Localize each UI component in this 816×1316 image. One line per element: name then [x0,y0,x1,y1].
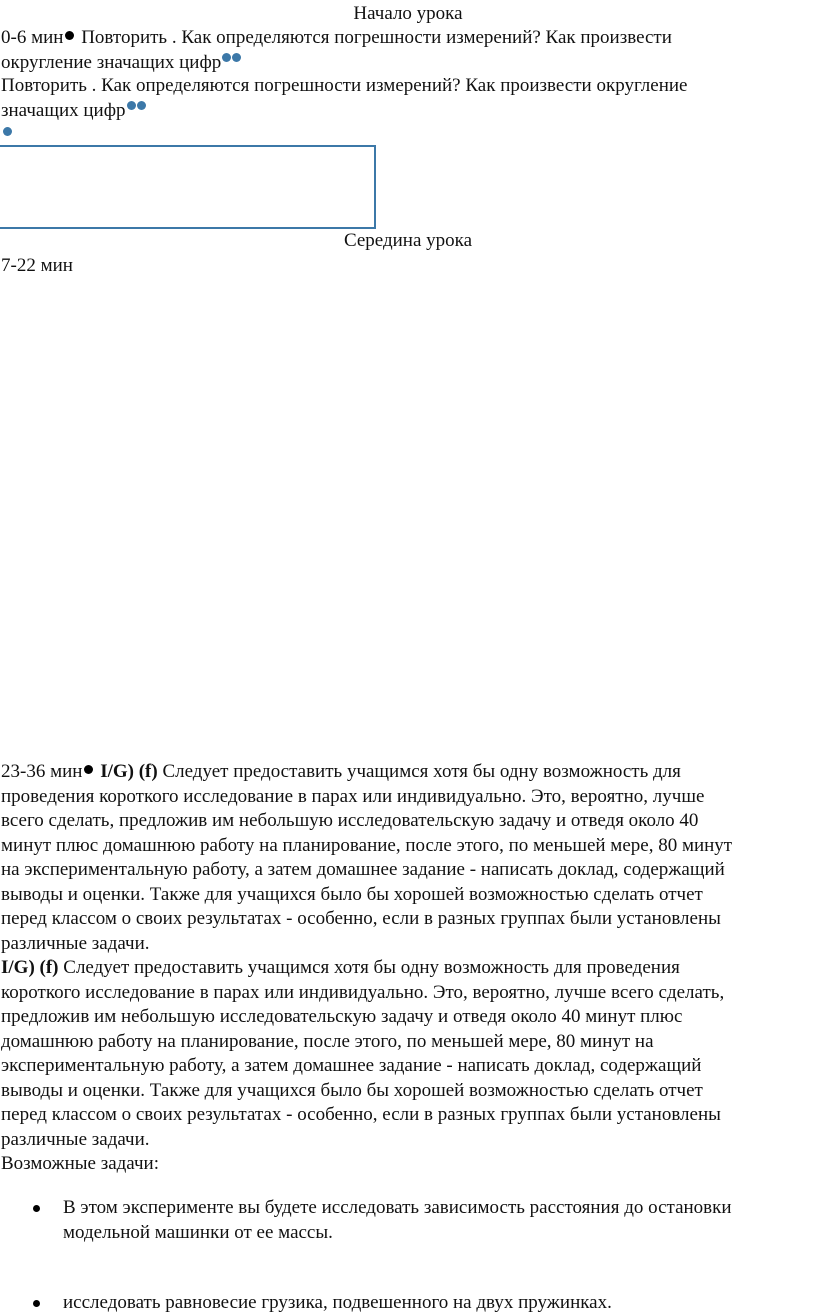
text-line: различные задачи. [1,1128,150,1150]
time-label: 0-6 мин [1,27,64,48]
text-line: исследовать равновесие грузика, подвешенного на двух пружинках. [63,1292,612,1313]
text-line: В этом эксперименте вы будете исследовать зависимость расстояния до остановки [63,1197,732,1218]
text-line: экспериментальную работу, а затем домашнее задание - написать доклад, содержащий [1,1055,702,1076]
text-line: перед классом о своих результатах - особенно, если в разных группах были установлены [1,1104,721,1125]
bullet-dot-icon [84,765,93,774]
text-line: Повторить . Как определяются погрешности измерений? Как произвести округление [1,75,688,96]
list-item [0,1291,816,1316]
heading-lesson-middle: Середина урока [343,230,473,251]
text-line: всего сделать, предложив им небольшую исследовательскую задачу и отведя около 40 [1,810,699,831]
group-label: I/G) (f) [100,761,158,782]
time-label: 7-22 мин [1,255,73,276]
text-line: выводы и оценки. Также для учащихся было бы хорошей возможностью сделать отчет [1,883,703,905]
text-line: значащих цифр [1,99,126,121]
repeat-paragraph [1,74,809,123]
text-line: домашнюю работу на планирование, после этого, по меньшей мере, 80 минут на [1,1030,654,1052]
text-line: проведения короткого исследование в парах или индивидуально. Это, вероятно, лучше [1,785,705,807]
comment-marker-icon [137,101,146,110]
bullet-icon [33,1300,40,1307]
empty-frame [0,145,376,229]
text-line: минут плюс домашнюю работу на планирование, после этого, по меньшей мере, 80 минут [1,834,733,856]
start-paragraph [1,26,809,75]
text-line: модельной машинки от ее массы. [63,1221,333,1243]
text-line: короткого исследование в парах или индивидуально. Это, вероятно, лучше всего сделать, [1,981,725,1003]
text-line: перед классом о своих результатах - особенно, если в разных группах были установлены [1,908,721,929]
text-line: округление значащих цифр [1,51,222,73]
group-label: I/G) (f) [1,957,59,978]
bullet-icon [33,1205,40,1212]
heading-lesson-start: Начало урока [353,3,463,24]
comment-marker-icon [127,101,136,110]
list-item [0,1196,816,1245]
text-line: на экспериментальную работу, а затем домашнее задание - написать доклад, содержащий [1,859,725,880]
task-paragraph-2 [1,956,809,1152]
text-line: различные задачи. [1,932,150,954]
text-line: Следует предоставить учащимся хотя бы одну возможность для [162,761,681,782]
bullet-dot-icon [65,31,74,40]
task-paragraph-1 [1,760,809,956]
text-line: Следует предоставить учащимся хотя бы одну возможность для проведения [63,957,680,978]
comment-marker-icon [222,53,231,62]
time-label: 23-36 мин [1,761,83,782]
text-line: Повторить . Как определяются погрешности измерений? Как произвести [81,27,672,48]
text-line: предложив им небольшую исследовательскую задачу и отведя около 40 минут плюс [1,1006,683,1027]
comment-marker-icon [232,53,241,62]
tasks-heading: Возможные задачи: [1,1153,159,1174]
text-line: выводы и оценки. Также для учащихся было бы хорошей возможностью сделать отчет [1,1079,703,1101]
comment-marker-icon [3,127,12,136]
